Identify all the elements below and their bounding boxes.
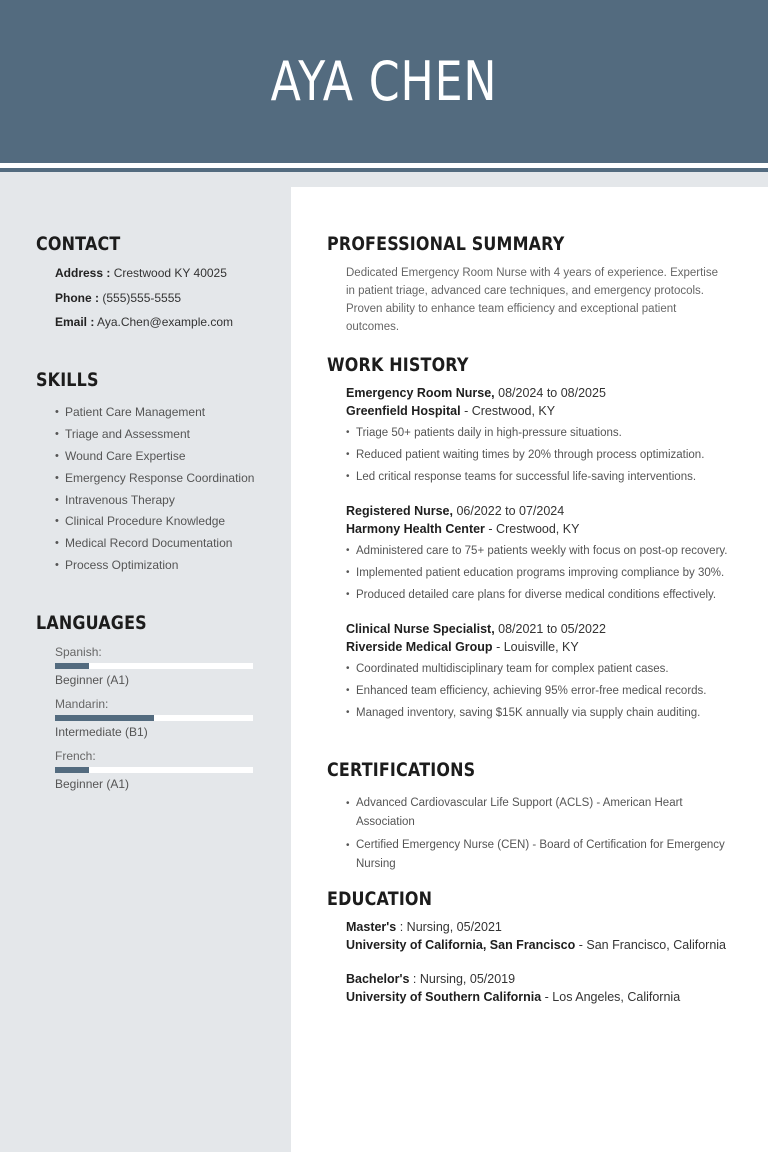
- education-school: University of Southern California: [346, 990, 542, 1004]
- education-location: - Los Angeles, California: [544, 990, 681, 1004]
- skills-heading: SKILLS: [36, 369, 99, 391]
- job-location: - Crestwood, KY: [464, 404, 556, 418]
- language-name: French:: [55, 749, 96, 763]
- job-entry: [346, 384, 726, 491]
- job-role: Clinical Nurse Specialist,: [346, 622, 495, 636]
- certification-item: • Advanced Cardiovascular Life Support (ACLS) - American Heart Association: [346, 794, 726, 832]
- language-item-spanish: [55, 645, 253, 687]
- language-proficiency-fill: [55, 663, 89, 669]
- language-item-mandarin: [55, 697, 253, 739]
- education-school-line: [346, 936, 726, 954]
- job-bullet: • Enhanced team efficiency, achieving 95% error-free medical records.: [346, 683, 726, 699]
- job-dates: 06/2022 to 07/2024: [456, 504, 565, 518]
- job-entry: [346, 502, 726, 609]
- education-location: - San Francisco, California: [578, 938, 726, 952]
- phone-label: Phone :: [55, 291, 99, 305]
- language-name: Spanish:: [55, 645, 102, 659]
- job-title-line: [346, 620, 726, 638]
- education-field-date: : Nursing, 05/2019: [412, 972, 516, 986]
- job-title-line: [346, 502, 726, 520]
- education-school: University of California, San Francisco: [346, 938, 576, 952]
- skills-list: [55, 404, 254, 579]
- education-degree: Bachelor's: [346, 972, 410, 986]
- job-bullet: • Administered care to 75+ patients weekly with focus on post-op recovery.: [346, 543, 726, 559]
- job-employer: Harmony Health Center: [346, 522, 485, 536]
- main-top-band: [291, 172, 768, 187]
- skill-item: • Triage and Assessment: [55, 426, 254, 448]
- contact-address: [55, 266, 227, 280]
- education-degree-line: [346, 970, 726, 988]
- job-employer-line: [346, 520, 726, 538]
- job-bullet: • Reduced patient waiting times by 20% through process optimization.: [346, 447, 726, 463]
- skill-item: • Patient Care Management: [55, 404, 254, 426]
- skill-item: • Medical Record Documentation: [55, 535, 254, 557]
- certification-item: • Certified Emergency Nurse (CEN) - Board of Certification for Emergency Nursing: [346, 836, 726, 874]
- job-bullets: [346, 661, 726, 721]
- skill-item: • Wound Care Expertise: [55, 448, 254, 470]
- summary-heading: PROFESSIONAL SUMMARY: [327, 233, 565, 255]
- language-name: Mandarin:: [55, 697, 109, 711]
- language-proficiency-bar: [55, 663, 253, 669]
- skill-item: • Process Optimization: [55, 557, 254, 579]
- education-entry: [346, 918, 726, 954]
- email-label: Email :: [55, 315, 95, 329]
- job-bullet: • Coordinated multidisciplinary team for complex patient cases.: [346, 661, 726, 677]
- job-location: - Louisville, KY: [496, 640, 579, 654]
- job-bullets: [346, 543, 726, 603]
- summary-text: Dedicated Emergency Room Nurse with 4 years of experience. Expertise in patient triage, advanced care techniques, and emergency protocols. Proven ability to enhance team efficiency and exceptional patient outcomes.: [346, 267, 719, 333]
- address-label: Address :: [55, 266, 111, 280]
- job-bullet: • Implemented patient education programs improving compliance by 30%.: [346, 565, 726, 581]
- languages-heading: LANGUAGES: [36, 612, 147, 634]
- education-degree-line: [346, 918, 726, 936]
- email-value: Aya.Chen@example.com: [97, 315, 234, 329]
- skill-item: • Clinical Procedure Knowledge: [55, 513, 254, 535]
- education-entry: [346, 970, 726, 1006]
- job-title-line: [346, 384, 726, 402]
- certifications-list: [346, 794, 726, 878]
- education-degree: Master's: [346, 920, 397, 934]
- job-bullet: • Led critical response teams for successful life-saving interventions.: [346, 469, 726, 485]
- candidate-name: AYA CHEN: [270, 50, 498, 113]
- job-role: Registered Nurse,: [346, 504, 453, 518]
- certifications-heading: CERTIFICATIONS: [327, 759, 476, 781]
- skill-item: • Emergency Response Coordination: [55, 470, 254, 492]
- job-dates: 08/2021 to 05/2022: [498, 622, 606, 636]
- contact-heading: CONTACT: [36, 233, 121, 255]
- job-entry: [346, 620, 726, 727]
- language-proficiency-bar: [55, 715, 253, 721]
- contact-email: [55, 315, 233, 329]
- job-role: Emergency Room Nurse,: [346, 386, 495, 400]
- language-proficiency-bar: [55, 767, 253, 773]
- language-proficiency-fill: [55, 767, 89, 773]
- education-field-date: : Nursing, 05/2021: [399, 920, 502, 934]
- contact-phone: [55, 291, 181, 305]
- work-history-heading: WORK HISTORY: [327, 354, 469, 376]
- job-employer-line: [346, 638, 726, 656]
- job-employer: Greenfield Hospital: [346, 404, 461, 418]
- education-school-line: [346, 988, 726, 1006]
- header-banner: [0, 0, 768, 163]
- language-level: Beginner (A1): [55, 673, 130, 687]
- language-level: Intermediate (B1): [55, 725, 148, 739]
- job-location: - Crestwood, KY: [488, 522, 580, 536]
- job-dates: 08/2024 to 08/2025: [498, 386, 606, 400]
- job-bullets: [346, 425, 726, 485]
- phone-value: (555)555-5555: [102, 291, 182, 305]
- language-item-french: [55, 749, 253, 791]
- skill-item: • Intravenous Therapy: [55, 492, 254, 514]
- language-level: Beginner (A1): [55, 777, 130, 791]
- job-bullet: • Produced detailed care plans for diverse medical conditions effectively.: [346, 587, 726, 603]
- education-heading: EDUCATION: [327, 888, 433, 910]
- job-bullet: • Triage 50+ patients daily in high-pressure situations.: [346, 425, 726, 441]
- job-bullet: • Managed inventory, saving $15K annually via supply chain auditing.: [346, 705, 726, 721]
- language-proficiency-fill: [55, 715, 154, 721]
- address-value: Crestwood KY 40025: [113, 266, 227, 280]
- job-employer: Riverside Medical Group: [346, 640, 493, 654]
- job-employer-line: [346, 402, 726, 420]
